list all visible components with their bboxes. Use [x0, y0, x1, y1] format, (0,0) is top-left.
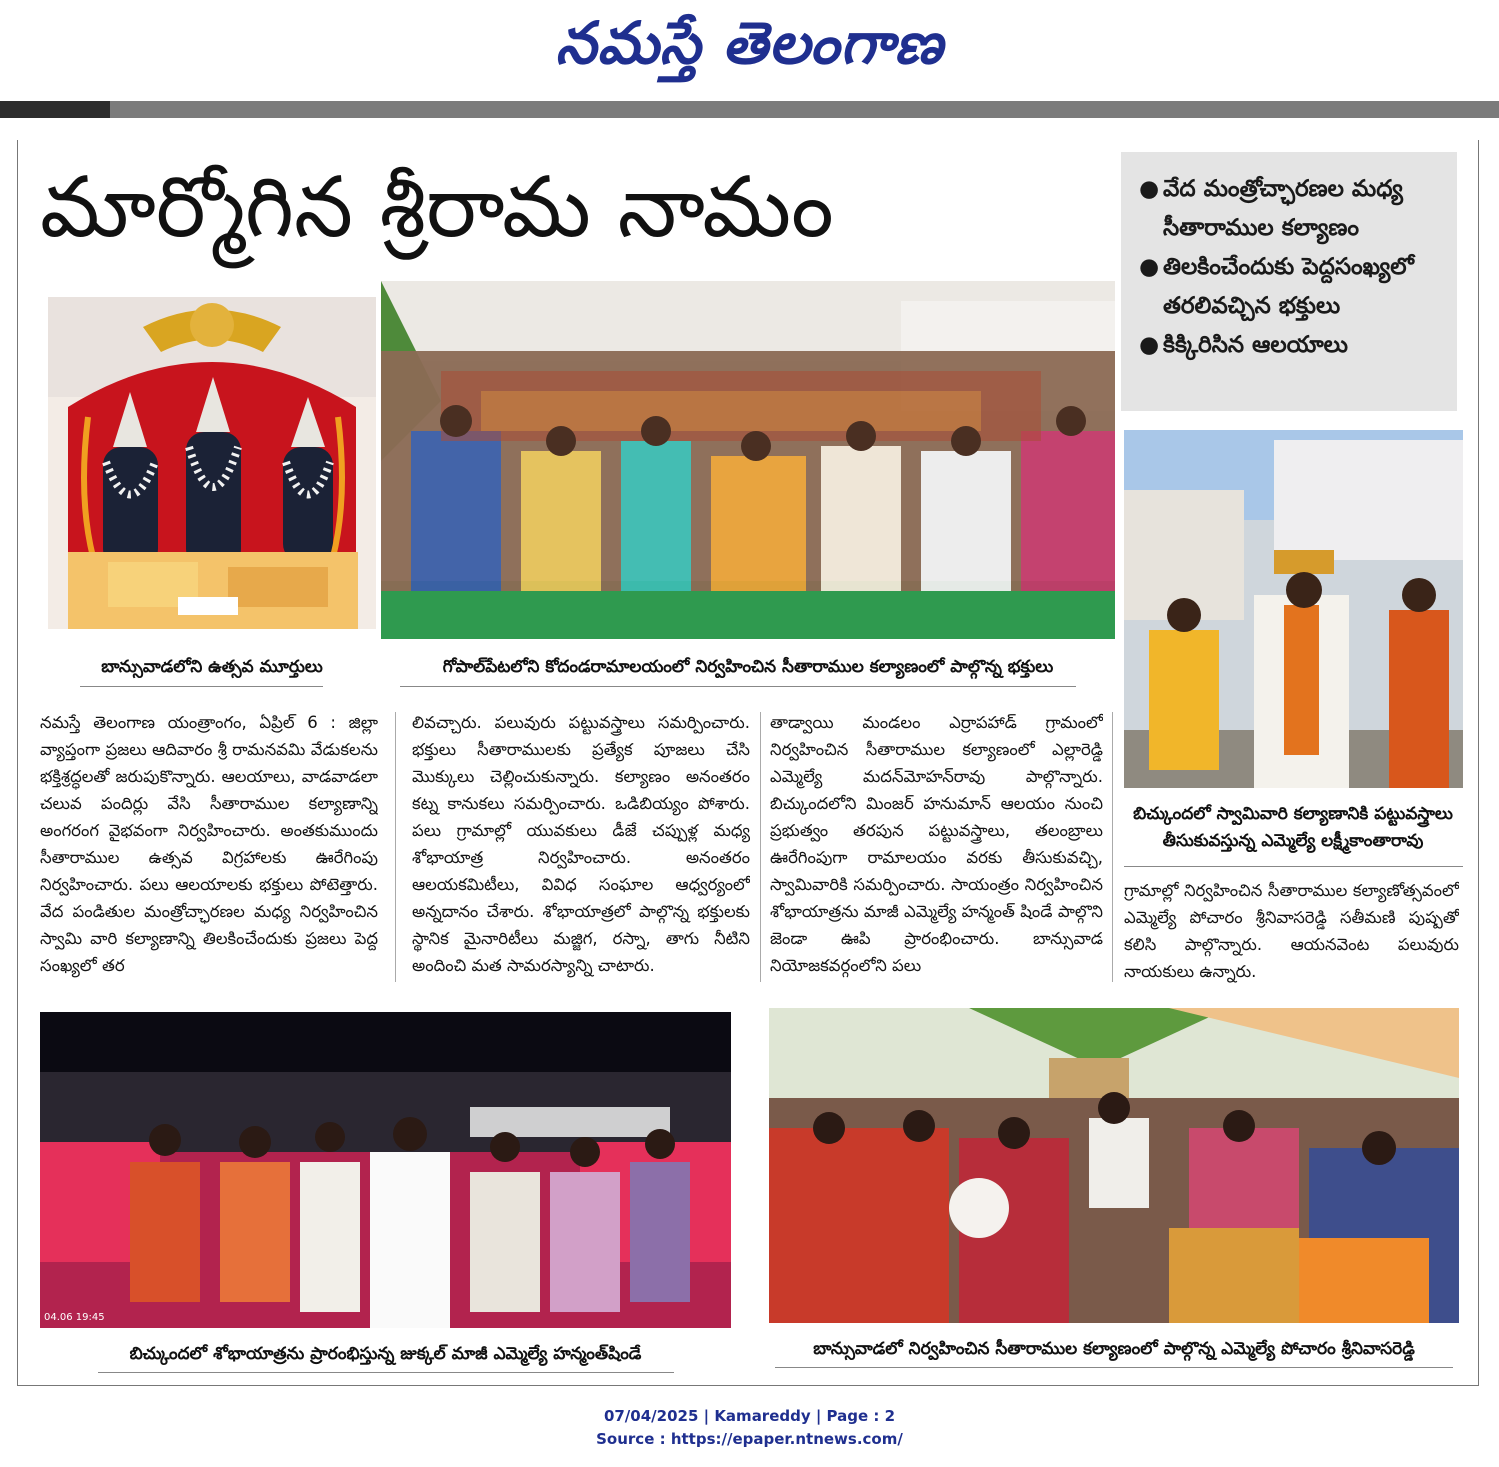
highlight-item: ● వేద మంత్రోచ్ఛారణల మధ్య సీతారాముల కల్యాణం [1139, 170, 1445, 248]
masthead [0, 0, 1499, 100]
photo-devotees [381, 281, 1115, 639]
article-column-1: నమస్తే తెలంగాణ యంత్రాంగం, ఏప్రిల్ 6 : జిల్లా వ్యాప్తంగా ప్రజలు ఆదివారం శ్రీ రామనవమి వేడుకలను భక్తిశ్రద్ధలతో జరుపుకొన్నారు. ఆలయాలు, వాడవాడలా చలువ పందిర్లు వేసి సీతారాముల కల్యాణాన్ని అంగరంగ వైభవంగా నిర్వహించారు. అంతకుముందు సీతారాముల ఉత్సవ విగ్రహాలకు ఊరేగింపు నిర్వహించారు. పలు ఆలయాలకు భక్తులు పోటెత్తారు. వేద పండితుల మంత్రోచ్ఛారణల మధ్య నిర్వహించిన స్వామి వారి కల్యాణాన్ని తిలకించేందుకు ప్రజలు పెద్ద సంఖ్యలో తర [40, 713, 378, 975]
highlight-item: ● తిలకించేందుకు పెద్దసంఖ్యలో తరలివచ్చిన భక్తులు [1139, 248, 1445, 326]
caption-rule [98, 1372, 674, 1373]
column-rule [395, 712, 396, 982]
page-footer [0, 1405, 1499, 1451]
photo-mla-procession [1124, 430, 1463, 788]
column-rule [760, 712, 761, 982]
bullet-icon: ● [1139, 254, 1160, 280]
edition-info: 07/04/2025 | Kamareddy | Page : 2 [603, 1407, 896, 1425]
caption-rule [80, 686, 323, 687]
headline: మార్మోగిన శ్రీరామ నామం [40, 158, 834, 256]
source-link[interactable]: Source : https://epaper.ntnews.com/ [596, 1430, 903, 1448]
caption-rule [775, 1367, 1453, 1368]
photo-shobhayatra [40, 1012, 731, 1328]
article-column-3: తాడ్వాయి మండలం ఎర్రాపహాడ్ గ్రామంలో నిర్వహించిన సీతారాముల కల్యాణంలో ఎల్లారెడ్డి ఎమ్మెల్యే మదన్‌మోహన్‌రావు పాల్గొన్నారు. బిచ్కుందలోని మింజర్ హనుమాన్ ఆలయం నుంచి ప్రభుత్వం తరపున పట్టువస్త్రాలు, తలంబ్రాలు ఊరేగింపుగా రామాలయం వరకు తీసుకువచ్చి, స్వామివారికి సమర్పించారు. సాయంత్రం నిర్వహించిన శోభాయాత్రను మాజీ ఎమ్మెల్యే హన్మంత్ షిండే పాల్గొని జెండా ఊపి ప్రారంభించారు. బాన్సువాడ నియోజకవర్గంలోని పలు [770, 713, 1103, 975]
newspaper-logo: నమస్తే తెలంగాణ [555, 8, 944, 77]
caption-kalyanam: బాన్సువాడలో నిర్వహించిన సీతారాముల కల్యాణంలో పాల్గొన్న ఎమ్మెల్యే పోచారం శ్రీనివాసరెడ్డి [813, 1339, 1415, 1359]
page-border-right [1478, 140, 1479, 1385]
page-border-bottom [17, 1385, 1479, 1386]
bullet-icon: ● [1139, 332, 1160, 358]
article-column-4: గ్రామాల్లో నిర్వహించిన సీతారాముల కల్యాణోత్సవంలో ఎమ్మెల్యే పోచారం శ్రీనివాసరెడ్డి సతీమణి పుష్పతో కలిసి పాల్గొన్నారు. ఆయనవెంట పలువురు నాయకులు ఉన్నారు. [1124, 881, 1459, 981]
masthead-rule-grey [110, 101, 1499, 118]
photo-kalyanam [769, 1008, 1459, 1323]
column-rule [1112, 712, 1113, 982]
caption-idols: బాన్సువాడలోని ఉత్సవ మూర్తులు [101, 657, 323, 677]
caption-mla-procession: బిచ్కుందలో స్వామివారి కల్యాణానికి పట్టువస్త్రాలు తీసుకువస్తున్న ఎమ్మెల్యే లక్ష్మీకాంతారావు [1133, 804, 1453, 851]
highlights-box [1121, 152, 1457, 411]
caption-shobhayatra: బిచ్కుందలో శోభాయాత్రను ప్రారంభిస్తున్న జుక్కల్ మాజీ ఎమ్మెల్యే హన్మంత్‌షిండే [129, 1344, 642, 1364]
bullet-icon: ● [1139, 176, 1160, 202]
article-column-2: లివచ్చారు. పలువురు పట్టువస్త్రాలు సమర్పించారు. భక్తులు సీతారాములకు ప్రత్యేక పూజలు చేసి మొక్కులు చెల్లించుకున్నారు. కల్యాణం అనంతరం కట్న కానుకలు సమర్పించారు. ఒడిబియ్యం పోశారు. పలు గ్రామాల్లో యువకులు డీజే చప్పుళ్ల మధ్య శోభాయాత్ర నిర్వహించారు. అనంతరం ఆలయకమిటీలు, వివిధ సంఘాల ఆధ్వర్యంలో అన్నదానం చేశారు. శోభాయాత్రలో పాల్గొన్న భక్తులకు స్థానిక మైనారిటీలు మజ్జిగ, రస్నా, తాగు నీటిని అందించి మత సామరస్యాన్ని చాటారు. [412, 713, 750, 975]
highlight-item: ● కిక్కిరిసిన ఆలయాలు [1139, 326, 1445, 365]
caption-devotees: గోపాల్‌పేటలోని కోదండరామాలయంలో నిర్వహించిన సీతారాముల కల్యాణంలో పాల్గొన్న భక్తులు [442, 657, 1054, 677]
page-border-left [17, 140, 18, 1385]
photo-timestamp: 04.06 19:45 [44, 1312, 105, 1323]
photo-idols [48, 297, 376, 629]
caption-rule [400, 686, 1076, 687]
masthead-rule-dark [0, 101, 110, 118]
caption-rule [1124, 866, 1463, 867]
